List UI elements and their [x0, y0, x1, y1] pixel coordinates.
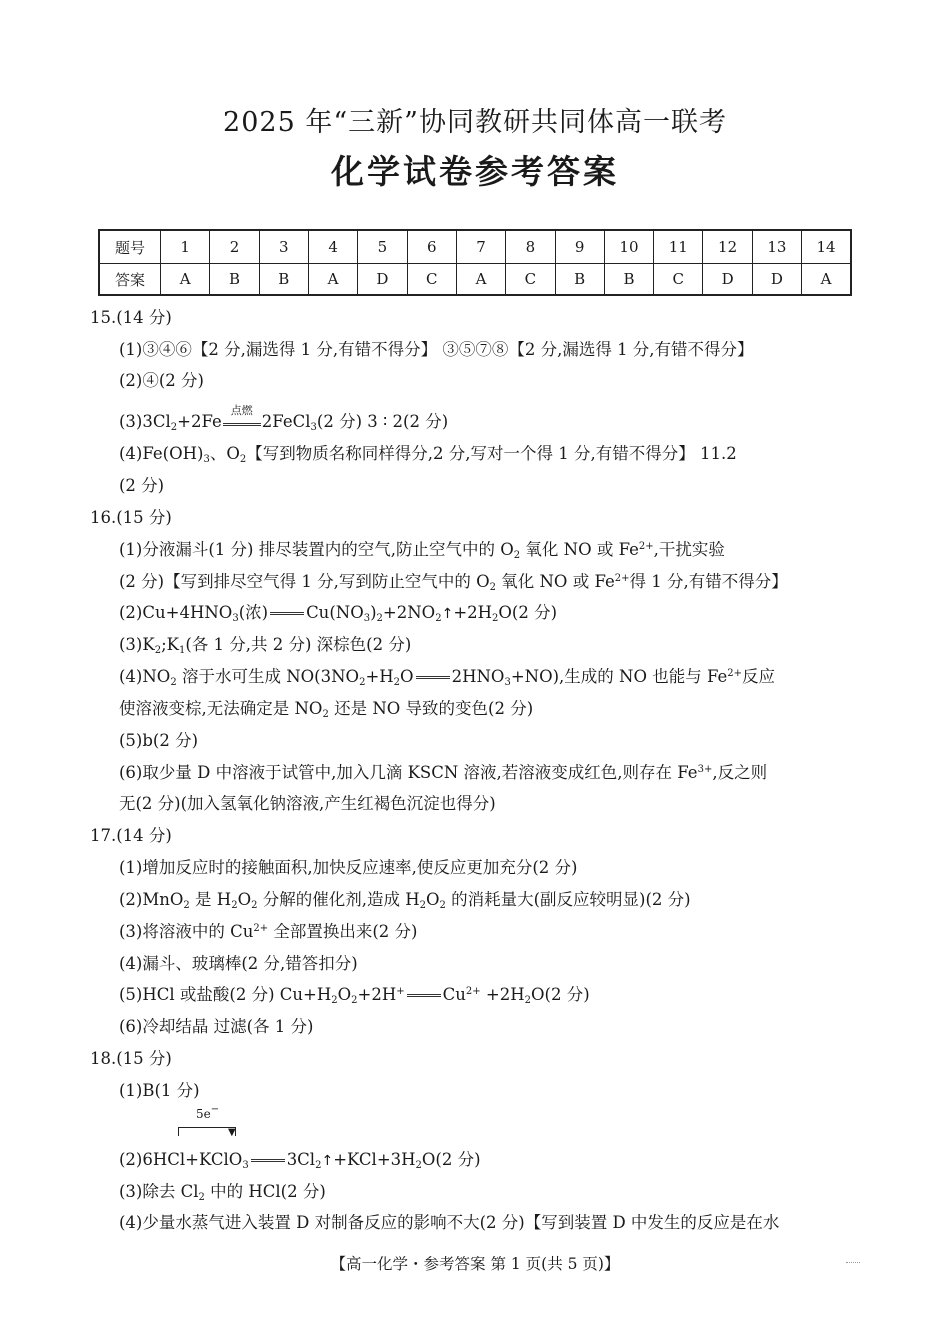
q16-part1 [119, 538, 725, 562]
text: (4)Fe(OH) [119, 444, 204, 463]
q-number: 7 [456, 230, 505, 264]
text: (2)Cu+4HNO [119, 603, 233, 622]
reaction-condition [223, 404, 261, 426]
answer-cell: C [506, 264, 555, 296]
subscript: 3 [242, 1160, 249, 1171]
text: (5)HCl 或盐酸(2 分) Cu+H [119, 985, 332, 1004]
q16-part4-cont [119, 697, 533, 721]
gas-arrow-icon: ↑ [321, 1153, 334, 1169]
page-footer: 【高一化学・参考答案 第 1 页(共 5 页)】 [330, 1255, 620, 1273]
q18-heading: 18.(15 分) [90, 1049, 172, 1068]
text: 氧化 NO 或 Fe [496, 572, 615, 591]
text: Cu(NO [306, 603, 364, 622]
subscript: 3 [310, 422, 317, 433]
text: ) [370, 603, 377, 622]
q16-part5: (5)b(2 分) [119, 731, 199, 750]
subscript: 2 [489, 582, 496, 593]
text: (1)分液漏斗(1 分) 排尽装置内的空气,防止空气中的 O [119, 540, 514, 559]
q17-part3 [119, 920, 418, 944]
text: +2NO [382, 603, 436, 622]
text: +H [365, 667, 394, 686]
q18-part1: (1)B(1 分) [119, 1081, 200, 1100]
q15-part2: (2)④(2 分) [119, 371, 204, 390]
q17-part1: (1)增加反应时的接触面积,加快反应速率,使反应更加充分(2 分) [119, 858, 578, 877]
q15-part4-cont: (2 分) [119, 476, 165, 495]
subscript: 2 [170, 422, 178, 433]
q16-heading: 16.(15 分) [90, 508, 172, 527]
superscript: − [210, 1104, 220, 1115]
text: 中的 HCl(2 分) [204, 1182, 326, 1201]
text: O [400, 667, 414, 686]
condition-label: 点燃 [230, 404, 253, 417]
text: 反应 [742, 667, 776, 686]
superscript: 2+ [614, 573, 630, 584]
text: +2Fe [177, 412, 222, 431]
subscript: 2 [419, 900, 426, 911]
text: +KCl+3H [333, 1150, 416, 1169]
subscript: 2 [198, 1192, 205, 1203]
answer-cell: B [259, 264, 308, 296]
q16-part1-cont [119, 570, 788, 594]
equals-sign [270, 612, 304, 615]
answer-cell: A [161, 264, 210, 296]
subscript: 2 [492, 613, 499, 624]
answer-table [98, 229, 852, 296]
subscript: 3 [232, 613, 239, 624]
q-number: 9 [555, 230, 604, 264]
q-number: 3 [259, 230, 308, 264]
answer-cell: B [604, 264, 653, 296]
gas-arrow-icon: ↑ [441, 606, 454, 622]
superscript: + [396, 986, 405, 997]
q18-part3 [119, 1180, 326, 1204]
text: (3)将溶液中的 Cu [119, 922, 254, 941]
text: (3)K [119, 635, 155, 654]
q16-part4 [119, 665, 775, 689]
subscript: 2 [435, 613, 442, 624]
text: 3Cl [286, 1150, 316, 1169]
superscript: 2+ [727, 668, 743, 679]
text: 全部置换出来(2 分) [268, 922, 418, 941]
answer-cell: A [802, 264, 851, 296]
text: (2 分)【写到排尽空气得 1 分,写到防止空气中的 O [119, 572, 490, 591]
q16-part6-cont: 无(2 分)(加入氢氧化钠溶液,产生红褐色沉淀也得分) [119, 794, 496, 813]
text: O [237, 890, 252, 909]
subscript: 2 [251, 900, 258, 911]
question-number-row [99, 230, 851, 264]
answer-cell: C [407, 264, 456, 296]
text: 使溶液变棕,无法确定是 NO [119, 699, 323, 718]
q16-part3 [119, 633, 411, 657]
text: (各 1 分,共 2 分) 深棕色(2 分) [185, 635, 412, 654]
q17-part2 [119, 888, 691, 912]
subscript: 2 [393, 677, 401, 688]
text: ;K [161, 635, 179, 654]
q16-part2 [119, 601, 557, 626]
q-number: 8 [506, 230, 555, 264]
text: (3)3Cl [119, 412, 171, 431]
superscript: 2+ [638, 541, 654, 552]
text: (2)MnO [119, 890, 184, 909]
subscript: 2 [376, 613, 383, 624]
superscript: 3+ [697, 764, 713, 775]
equals-sign [407, 994, 441, 997]
answer-cell: A [308, 264, 357, 296]
subscript: 2 [524, 995, 531, 1006]
superscript: 2+ [465, 986, 481, 997]
text: +NO),生成的 NO 也能与 Fe [510, 667, 728, 686]
text: 5e [196, 1107, 211, 1121]
q-number: 5 [358, 230, 407, 264]
q17-part5 [119, 983, 590, 1007]
q15-part1: (1)③④⑥【2 分,漏选得 1 分,有错不得分】 ③⑤⑦⑧【2 分,漏选得 1 分,有错不得分】 [119, 340, 754, 359]
superscript: 2+ [253, 923, 269, 934]
q-number: 2 [210, 230, 259, 264]
q-number: 10 [604, 230, 653, 264]
subscript: 2 [351, 995, 358, 1006]
text: (2 分) 3 ∶ 2(2 分) [316, 412, 449, 431]
text: +2H [480, 985, 525, 1004]
text: 得 1 分,有错不得分】 [629, 572, 788, 591]
q-number: 11 [654, 230, 703, 264]
answer-cell: B [210, 264, 259, 296]
text: O [425, 890, 440, 909]
subscript: 2 [359, 677, 366, 688]
q15-part3 [119, 404, 449, 434]
text: Cu [442, 985, 466, 1004]
q18-part4: (4)少量水蒸气进入装置 D 对制备反应的影响不大(2 分)【写到装置 D 中发生的反应是在水 [119, 1213, 780, 1232]
text: O(2 分) [531, 985, 590, 1004]
q-number: 4 [308, 230, 357, 264]
text: 溶于水可生成 NO(3NO [176, 667, 360, 686]
q15-part4 [119, 442, 737, 466]
text: 、O [209, 444, 240, 463]
subscript: 2 [513, 550, 521, 561]
q-number: 1 [161, 230, 210, 264]
text: ,反之则 [712, 763, 768, 782]
text: 2HNO [451, 667, 505, 686]
text: (浓) [238, 603, 269, 622]
text: 还是 NO 导致的变色(2 分) [328, 699, 534, 718]
subscript: 2 [315, 1160, 322, 1171]
text: ,干扰实验 [653, 540, 725, 559]
text: 2FeCl [261, 412, 311, 431]
subscript: 2 [415, 1160, 422, 1171]
subscript: 2 [154, 645, 162, 656]
subscript: 3 [203, 454, 210, 465]
answer-cell: D [703, 264, 752, 296]
text: 分解的催化剂,造成 H [257, 890, 420, 909]
text: 是 H [189, 890, 232, 909]
q15-heading: 15.(14 分) [90, 308, 172, 327]
answer-cell: D [752, 264, 801, 296]
q-number: 6 [407, 230, 456, 264]
row-label-number: 题号 [99, 230, 161, 264]
answer-cell: C [654, 264, 703, 296]
subscript: 2 [183, 900, 190, 911]
q17-part6: (6)冷却结晶 过滤(各 1 分) [119, 1017, 314, 1036]
subscript: 2 [231, 900, 238, 911]
answer-cell: D [358, 264, 407, 296]
subscript: 2 [239, 454, 247, 465]
subscript: 2 [439, 900, 446, 911]
answer-row [99, 264, 851, 296]
q-number: 12 [703, 230, 752, 264]
text: +2H [357, 985, 397, 1004]
q-number: 13 [752, 230, 801, 264]
arrow-down-icon: ▼ [228, 1127, 236, 1138]
text: 的消耗量大(副反应较明显)(2 分) [445, 890, 691, 909]
q16-part6 [119, 761, 767, 785]
subscript: 3 [363, 613, 371, 624]
q18-part2 [119, 1148, 481, 1173]
text: O(2 分) [421, 1150, 481, 1169]
q-number: 14 [802, 230, 851, 264]
text: (2)6HCl+KClO [119, 1150, 243, 1169]
row-label-answer: 答案 [99, 264, 161, 296]
text: O [337, 985, 352, 1004]
subscript: 2 [331, 995, 338, 1006]
subscript: 2 [170, 677, 177, 688]
text: 【写到物质名称同样得分,2 分,写对一个得 1 分,有错不得分】 11.2 [246, 444, 737, 463]
q17-part4: (4)漏斗、玻璃棒(2 分,错答扣分) [119, 954, 358, 973]
answer-cell: A [456, 264, 505, 296]
answer-cell: B [555, 264, 604, 296]
corner-mark [846, 1262, 860, 1263]
exam-title: 2025 年“三新”协同教研共同体高一联考 [223, 107, 727, 138]
text: (6)取少量 D 中溶液于试管中,加入几滴 KSCN 溶液,若溶液变成红色,则存在 Fe [119, 763, 698, 782]
text: 氧化 NO 或 Fe [520, 540, 639, 559]
text: +2H [453, 603, 493, 622]
electron-transfer-bracket [178, 1104, 236, 1138]
equals-sign [416, 676, 450, 679]
text: (3)除去 Cl [119, 1182, 199, 1201]
q17-heading: 17.(14 分) [90, 826, 172, 845]
text: O(2 分) [498, 603, 558, 622]
subscript: 1 [178, 645, 186, 656]
text: (4)NO [119, 667, 171, 686]
equals-sign [251, 1159, 285, 1162]
answer-key-title: 化学试卷参考答案 [331, 152, 619, 191]
electron-transfer-label [196, 1104, 220, 1121]
subscript: 3 [504, 677, 511, 688]
subscript: 2 [322, 709, 329, 720]
